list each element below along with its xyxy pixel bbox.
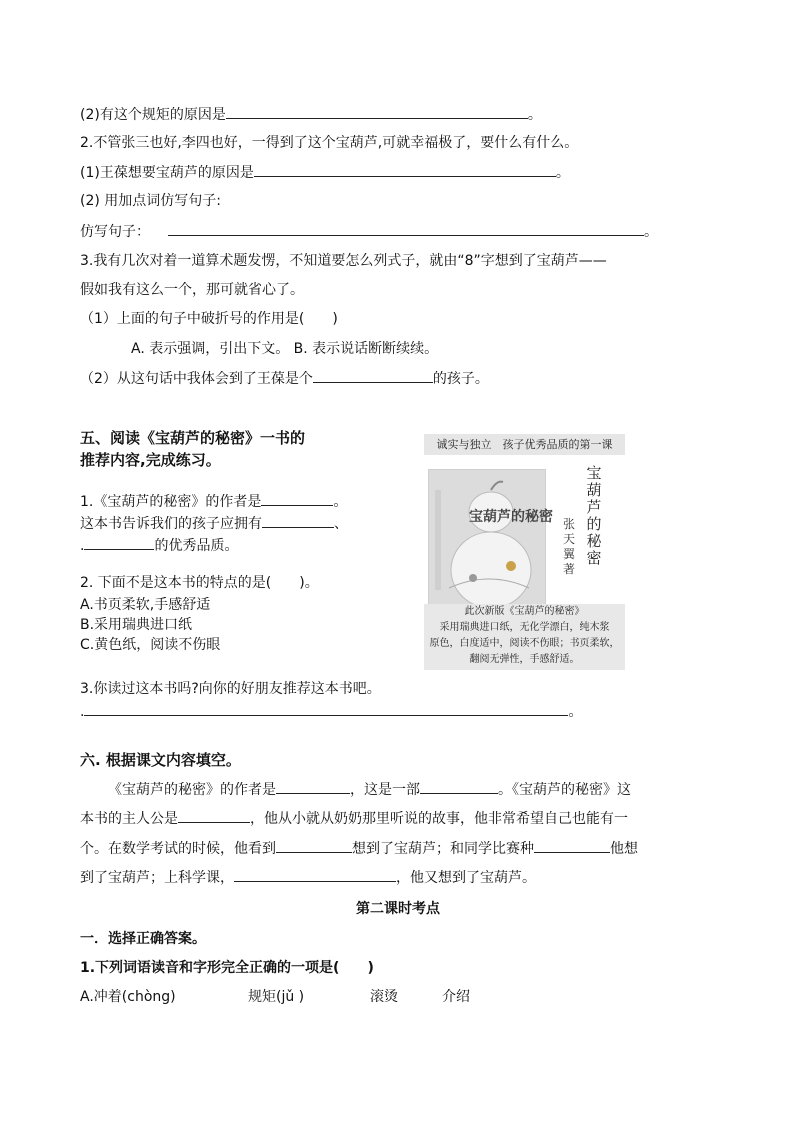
text-line: A. 表示强调，引出下文。 B. 表示说话断断续续。 bbox=[131, 341, 439, 357]
section-heading: 推荐内容,完成练习。 bbox=[80, 451, 221, 469]
option-c[interactable]: C.黄色纸，阅读不伤眼 bbox=[80, 637, 221, 653]
text-line bbox=[80, 104, 542, 125]
text-line: 3.你读过这本书吗?向你的好朋友推荐这本书吧。 bbox=[80, 681, 381, 697]
line-text: ，这是一部 bbox=[350, 782, 420, 798]
line-text: 的孩子。 bbox=[432, 371, 489, 387]
comma: 、 bbox=[334, 516, 348, 532]
line-text: (2)有这个规矩的原因是 bbox=[80, 107, 226, 123]
dot: . bbox=[80, 704, 85, 720]
answer-blank[interactable] bbox=[276, 779, 350, 794]
text-line bbox=[80, 867, 536, 888]
text-line bbox=[108, 779, 631, 800]
answer-blank[interactable] bbox=[254, 162, 556, 177]
line-text: 个。在数学考试的时候，他看到 bbox=[80, 841, 276, 857]
section-heading: 一．选择正确答案。 bbox=[80, 931, 206, 947]
text-line: (2) 用加点词仿写句子: bbox=[80, 193, 221, 209]
line-text: 1.《宝葫芦的秘密》的作者是 bbox=[80, 494, 262, 510]
cover-title: 宝葫芦的秘密 bbox=[586, 464, 602, 567]
option-a[interactable]: A.冲着(chòng) bbox=[80, 989, 176, 1005]
book-illustration bbox=[428, 469, 553, 621]
promo-line: 此次新版《宝葫芦的秘密》 bbox=[464, 606, 585, 617]
promo-line: 采用瑞典进口纸，无化学漂白，纯木浆 bbox=[439, 622, 610, 633]
answer-blank[interactable] bbox=[534, 838, 610, 853]
text-line bbox=[80, 162, 570, 183]
dot: . bbox=[80, 538, 85, 554]
line-text: ，他从小就从奶奶那里听说的故事，他非常希望自己也能有一 bbox=[250, 811, 628, 827]
text-line bbox=[80, 535, 238, 556]
answer-blank[interactable] bbox=[178, 808, 250, 823]
text-line: 2. 下面不是这本书的特点的是( )。 bbox=[80, 575, 319, 591]
book-cover-image bbox=[424, 434, 625, 670]
option-word: 滚烫 bbox=[370, 989, 398, 1005]
line-text: 本书的主人公是 bbox=[80, 811, 178, 827]
line-text: ，他又想到了宝葫芦。 bbox=[396, 870, 536, 886]
text-line: 假如我有这么一个，那可就省心了。 bbox=[80, 282, 304, 298]
gourd-illustration bbox=[429, 470, 545, 620]
answer-blank[interactable] bbox=[84, 701, 568, 716]
period: 。 bbox=[555, 165, 570, 181]
line-text: 这本书告诉我们的孩子应拥有 bbox=[80, 516, 262, 532]
text-line bbox=[80, 368, 489, 389]
option-word: 介绍 bbox=[442, 989, 470, 1005]
answer-blank[interactable] bbox=[234, 867, 396, 882]
text-line: 2.不管张三也好,李四也好，一得到了这个宝葫芦,可就幸福极了，要什么有什么。 bbox=[80, 135, 579, 151]
answer-blank[interactable] bbox=[420, 779, 498, 794]
text-line bbox=[80, 838, 638, 859]
text-line bbox=[80, 808, 628, 829]
answer-blank[interactable] bbox=[276, 838, 352, 853]
answer-blank[interactable] bbox=[313, 368, 433, 383]
answer-blank[interactable] bbox=[226, 104, 528, 119]
cover-promo bbox=[424, 604, 625, 670]
line-text: 的优秀品质。 bbox=[154, 538, 239, 554]
line-text: 他想 bbox=[610, 841, 638, 857]
text-line bbox=[80, 701, 582, 722]
question: 1.下列词语读音和字形完全正确的一项是( ) bbox=[80, 960, 374, 976]
answer-blank[interactable] bbox=[261, 491, 333, 506]
lesson-heading: 第二课时考点 bbox=[356, 901, 440, 917]
section-heading: 五、阅读《宝葫芦的秘密》一书的 bbox=[80, 429, 306, 447]
cover-banner: 诚实与独立 孩子优秀品质的第一课 bbox=[424, 434, 625, 455]
line-text: (1)王葆想要宝葫芦的原因是 bbox=[80, 165, 254, 181]
period: 。 bbox=[333, 494, 348, 510]
option-b[interactable]: B.采用瑞典进口纸 bbox=[80, 617, 193, 633]
line-text: 。《宝葫芦的秘密》这 bbox=[498, 782, 631, 798]
line-text: 仿写句子： bbox=[80, 224, 150, 240]
text-line bbox=[80, 491, 347, 512]
text-line bbox=[80, 513, 348, 534]
promo-line: 原色，白度适中，阅读不伤眼；书页柔软， bbox=[429, 638, 620, 649]
line-text: 《宝葫芦的秘密》的作者是 bbox=[108, 782, 276, 798]
period: 。 bbox=[568, 704, 583, 720]
cover-author: 张天翼 著 bbox=[562, 517, 575, 576]
promo-line: 翻阅无弹性，手感舒适。 bbox=[469, 654, 580, 665]
answer-blank[interactable] bbox=[84, 535, 154, 550]
period: 。 bbox=[644, 224, 658, 240]
text-line bbox=[80, 221, 658, 242]
line-text: 到了宝葫芦；上科学课， bbox=[80, 870, 234, 886]
book-title-art: 宝葫芦的秘密 bbox=[469, 509, 553, 525]
section-heading: 六. 根据课文内容填空。 bbox=[80, 751, 241, 769]
answer-blank[interactable] bbox=[168, 221, 644, 236]
answer-blank[interactable] bbox=[262, 513, 334, 528]
line-text: （2）从这句话中我体会到了王葆是个 bbox=[80, 371, 313, 387]
option-word: 规矩(jǔ ) bbox=[248, 989, 305, 1005]
option-a[interactable]: A.书页柔软,手感舒适 bbox=[80, 597, 211, 613]
period: 。 bbox=[527, 107, 542, 123]
text-line: 3.我有几次对着一道算术题发愣，不知道要怎么列式子，就由“8”字想到了宝葫芦—— bbox=[80, 253, 607, 269]
line-text: 想到了宝葫芦；和同学比赛种 bbox=[352, 841, 534, 857]
text-line: （1）上面的句子中破折号的作用是( ) bbox=[80, 311, 338, 327]
